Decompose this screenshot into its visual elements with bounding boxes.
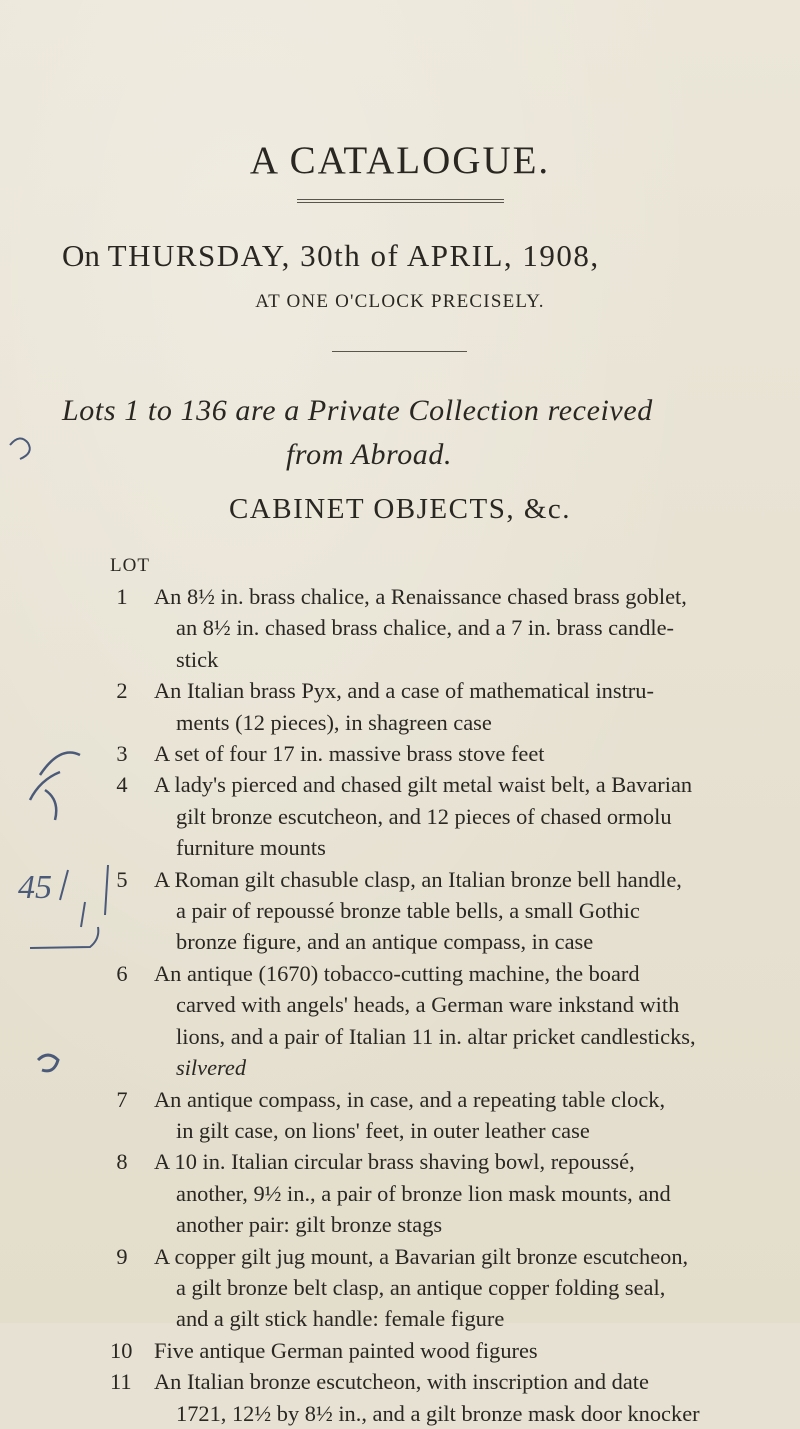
lot-description [154,864,764,958]
lot-description [154,1335,764,1366]
lot-number: 7 [116,1086,128,1112]
sale-date: THURSDAY, 30th of APRIL, 1908, [107,238,600,273]
lot-line: silvered [176,1055,247,1081]
pencil-mark-lot5 [30,753,80,821]
sale-date-line [62,238,600,274]
lot-line: An Italian bronze escutcheon, with inscription and date [154,1369,649,1395]
lot-description [154,958,764,1084]
collection-intro-line-2: from Abroad. [286,438,453,471]
lot-line: An 8½ in. brass chalice, a Renaissance chased brass goblet, [154,584,687,609]
divider-rule [332,351,467,352]
catalogue-title: A CATALOGUE. [249,139,551,182]
section-title: CABINET OBJECTS, &c. [228,493,572,525]
lot-line: 1721, 12½ by 8½ in., and a gilt bronze mask door knocker [176,1400,700,1426]
lot-description [154,1241,764,1335]
lot-number: 6 [116,960,128,986]
lot-item [110,1084,800,1147]
lot-line: An antique (1670) tobacco-cutting machine, the board [154,960,640,986]
lot-item [110,769,800,863]
lot-item [110,675,800,738]
lot-description [154,738,764,769]
lot-item [110,958,800,1084]
lot-description [154,1146,764,1240]
lot-line: A 10 in. Italian circular brass shaving bowl, repoussé, [154,1149,635,1175]
lot-column-header: LOT [110,555,150,576]
lot-number: 8 [116,1149,128,1175]
lot-item [110,1241,800,1335]
lot-number: 1 [116,584,128,609]
lot-number: 11 [110,1369,132,1395]
lot-description [154,1084,764,1147]
lot-item [110,1335,800,1366]
pencil-mark-top [10,438,30,459]
lot-description [154,675,764,738]
lot-line: in gilt case, on lions' feet, in outer leather case [176,1117,590,1143]
lot-line: A copper gilt jug mount, a Bavarian gilt bronze escutcheon, [154,1243,689,1269]
sale-time: AT ONE O'CLOCK PRECISELY. [255,291,545,312]
lot-line: gilt bronze escutcheon, and 12 pieces of chased ormolu [176,803,672,829]
title-rule [297,199,504,203]
lot-line: another, 9½ in., a pair of bronze lion mask mounts, and [176,1180,671,1206]
lot-number: 2 [116,678,128,704]
lot-line: furniture mounts [176,835,326,861]
lot-item [110,864,800,958]
lot-description [154,769,764,863]
lot-line: carved with angels' heads, a German ware inkstand with [176,992,680,1018]
lot-item [110,581,800,675]
date-prefix: On [62,238,100,273]
lot-line: An antique compass, in case, and a repeating table clock, [154,1086,666,1112]
lot-line: a gilt bronze belt clasp, an antique copper folding seal, [176,1274,666,1300]
lot-item [110,1146,800,1240]
lot-line: An Italian brass Pyx, and a case of mathematical instru- [154,678,654,704]
lot-number: 5 [116,866,128,892]
lot-line: stick [176,646,219,672]
lot-line: lions, and a pair of Italian 11 in. altar pricket candlesticks, [176,1023,696,1049]
lot-line: A lady's pierced and chased gilt metal waist belt, a Bavarian [154,772,693,798]
lot-line: bronze figure, and an antique compass, in case [176,929,594,955]
lot-number: 4 [116,772,128,798]
pencil-mark-lot7 [38,1055,58,1071]
collection-intro-line-1: Lots 1 to 136 are a Private Collection received [62,394,653,427]
lot-item [110,738,800,769]
lot-line: another pair: gilt bronze stags [176,1212,443,1238]
lot-line: ments (12 pieces), in shagreen case [176,709,492,735]
lot-number: 9 [116,1243,128,1269]
lot-line: an 8½ in. chased brass chalice, and a 7 in. brass candle- [176,615,675,641]
lot-item [110,1366,800,1429]
lot-number: 3 [116,741,128,767]
lot6-price-mark: 45 [18,869,52,906]
lot-list [110,581,800,1429]
lot-line: Five antique German painted wood figures [154,1337,538,1363]
lot-line: and a gilt stick handle: female figure [176,1306,505,1332]
lot-line: A Roman gilt chasuble clasp, an Italian bronze bell handle, [154,866,682,892]
pencil-mark-lot6 [30,865,108,948]
lot-line: A set of four 17 in. massive brass stove feet [154,741,545,767]
lot-description [154,581,764,675]
lot-number: 10 [110,1337,133,1363]
lot-line: a pair of repoussé bronze table bells, a small Gothic [176,898,640,924]
lot-description [154,1366,764,1429]
